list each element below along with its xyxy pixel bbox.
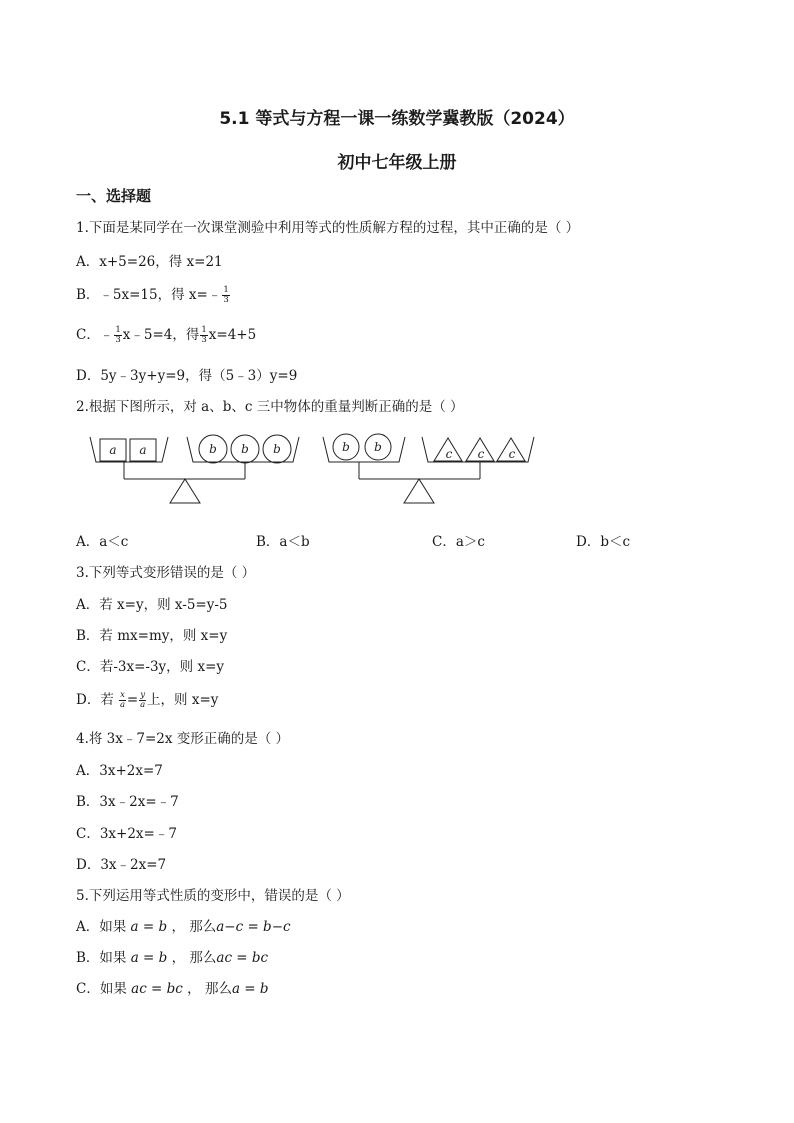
q3-stem: 3.下列等式变形错误的是（ ） (76, 565, 256, 581)
q3-option-a: A．若 x=y，则 x-5=y-5 (76, 597, 228, 613)
q3-option-d (76, 688, 218, 710)
q2-option-d: D．b＜c (576, 534, 631, 550)
page-subtitle: 初中七年级上册 (337, 153, 457, 173)
weight-label-c-1: c (445, 447, 453, 461)
weight-label-b-3: b (273, 442, 281, 456)
q3-option-d-text-2: 上，则 x=y (147, 692, 219, 708)
right-scale-fulcrum (404, 479, 434, 503)
q5-option-a-condition: a = b (130, 919, 168, 935)
q5-option-b-condition: a = b (130, 950, 168, 966)
q1-option-b (76, 283, 231, 305)
fraction-denominator: a (119, 700, 126, 710)
page-title: 5.1 等式与方程一课一练数学冀教版（2024） (219, 109, 575, 129)
section-heading: 一、选择题 (76, 187, 152, 205)
q4-option-b: B．3x﹣2x=﹣7 (76, 794, 179, 810)
q3-option-b: B．若 mx=my，则 x=y (76, 628, 228, 644)
q5-option-a-result: a−c = b−c (216, 919, 291, 935)
q1-option-b-text: B．﹣5x=15，得 x=﹣ (76, 287, 222, 303)
q4-option-d: D．3x﹣2x=7 (76, 857, 167, 873)
q5-option-a (76, 915, 291, 935)
fraction-denominator: a (140, 700, 146, 710)
q1-option-c-text-2: x﹣5=4，得 (122, 327, 200, 343)
left-balance-scale (90, 435, 299, 503)
fraction-numerator: x (120, 690, 125, 700)
q4-stem: 4.将 3x﹣7=2x 变形正确的是（ ） (76, 731, 290, 747)
q1-option-c (76, 323, 256, 345)
q3-option-d-equals: = (126, 692, 139, 708)
fraction-numerator: 1 (115, 325, 121, 335)
weight-label-a-1: a (109, 443, 117, 457)
q1-option-c-text-3: x=4+5 (208, 327, 257, 343)
fraction-numerator: y (140, 690, 146, 700)
q1-option-c-text-1: C．﹣ (76, 327, 114, 343)
q4-option-c: C．3x+2x=﹣7 (76, 826, 177, 842)
q2-option-c: C．a＞c (432, 534, 485, 550)
weight-label-b-4: b (342, 440, 350, 454)
fraction-numerator: 1 (201, 325, 207, 335)
q5-option-c-condition: ac = bc (131, 981, 183, 997)
fraction-denominator: 3 (201, 335, 207, 345)
left-scale-fulcrum (170, 479, 200, 503)
q2-option-a: A．a＜c (76, 534, 129, 550)
q3-option-d-fraction-x (119, 691, 126, 710)
q3-option-d-text-1: D．若 (76, 692, 114, 708)
q5-option-c-result: a = b (231, 981, 269, 997)
fraction-numerator: 1 (223, 285, 229, 295)
q2-stem: 2.根据下图所示，对 a、b、c 三中物体的重量判断正确的是（ ） (76, 399, 464, 415)
q5-option-b (76, 946, 268, 966)
q1-option-a: A．x+5=26，得 x=21 (76, 254, 223, 270)
weight-label-b-5: b (374, 440, 382, 454)
q4-option-a: A．3x+2x=7 (76, 763, 163, 779)
q5-option-c-text-2: ， 那么 (187, 981, 232, 997)
right-balance-scale (323, 434, 534, 503)
q3-option-c: C．若-3x=-3y，则 x=y (76, 659, 225, 675)
q3-option-d-fraction-y (139, 691, 146, 710)
weight-label-b-2: b (241, 442, 249, 456)
q1-option-c-fraction-1 (114, 326, 121, 345)
weight-label-b-1: b (209, 442, 217, 456)
q5-stem: 5.下列运用等式性质的变形中，错误的是（ ） (76, 888, 350, 904)
weight-label-c-3: c (508, 447, 516, 461)
fraction-denominator: 3 (115, 335, 121, 345)
q5-option-b-text-1: B．如果 (76, 950, 127, 966)
weight-label-a-2: a (139, 443, 147, 457)
q5-option-c-text-1: C．如果 (76, 981, 127, 997)
balance-scales-figure (0, 425, 794, 525)
q1-option-d: D．5y﹣3y+y=9，得（5﹣3）y=9 (76, 368, 298, 384)
q5-option-b-text-2: ， 那么 (171, 950, 217, 966)
q5-option-c (76, 977, 269, 997)
fraction-denominator: 3 (223, 295, 229, 305)
q1-stem: 1.下面是某同学在一次课堂测验中利用等式的性质解方程的过程，其中正确的是（ ） (76, 220, 580, 236)
q2-option-b: B．a＜b (256, 534, 310, 550)
q5-option-a-text-1: A．如果 (76, 919, 127, 935)
q5-option-a-text-2: ， 那么 (171, 919, 217, 935)
weight-label-c-2: c (477, 447, 485, 461)
q5-option-b-result: ac = bc (216, 950, 269, 966)
right-scale-pan-left (323, 437, 405, 462)
q1-option-b-fraction (222, 286, 229, 305)
q1-option-c-fraction-2 (200, 326, 207, 345)
